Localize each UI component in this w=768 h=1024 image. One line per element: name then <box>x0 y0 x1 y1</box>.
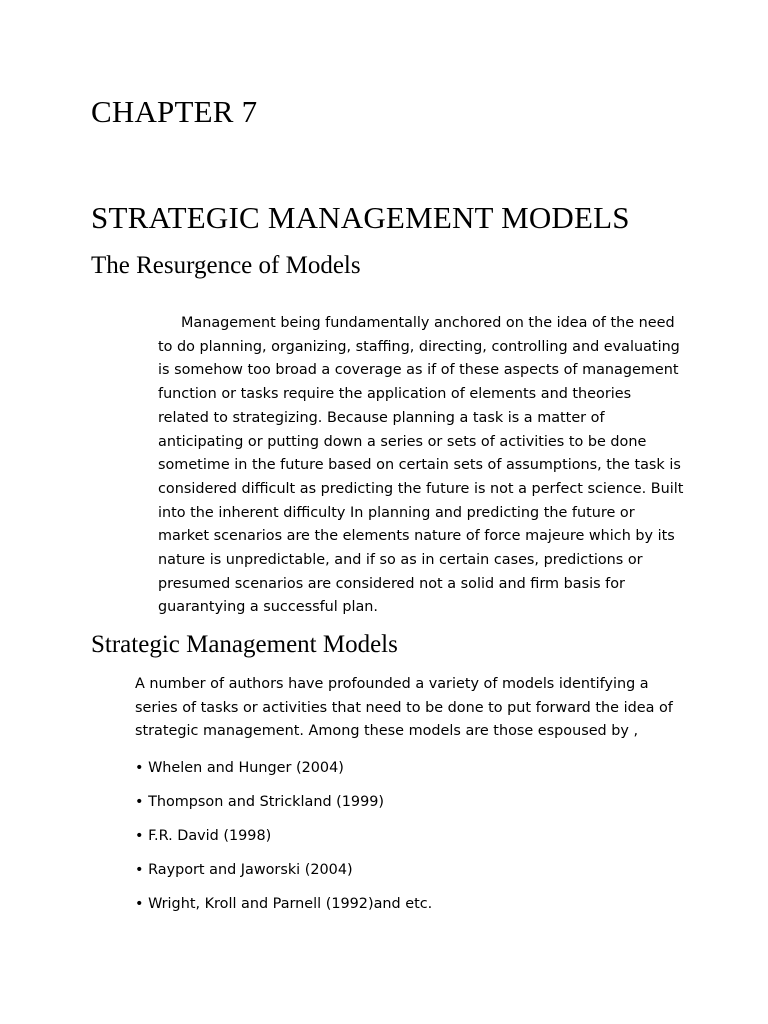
chapter-title: STRATEGIC MANAGEMENT MODELS <box>91 200 630 235</box>
paragraph-line: considered difficult as predicting the future is not a perfect science. Built <box>158 480 684 497</box>
section-heading-resurgence: The Resurgence of Models <box>91 252 361 279</box>
paragraph-line: to do planning, organizing, staffing, directing, controlling and evaluating <box>158 338 680 355</box>
paragraph-line: guarantying a successful plan. <box>158 599 379 616</box>
paragraph-line: function or tasks require the application of elements and theories <box>158 386 632 403</box>
paragraph-line: A number of authors have profounded a variety of models identifying a <box>135 676 649 692</box>
paragraph-line: presumed scenarios are considered not a solid and firm basis for <box>158 575 625 592</box>
chapter-number-heading: CHAPTER 7 <box>91 94 258 129</box>
paragraph-line: sometime in the future based on certain sets of assumptions, the task is <box>158 457 681 474</box>
list-item: • Wright, Kroll and Parnell (1992)and etc. <box>135 896 433 912</box>
paragraph-line: Management being fundamentally anchored on the idea of the need <box>181 315 675 331</box>
paragraph-line: is somehow too broad a coverage as if of these aspects of management <box>158 362 679 379</box>
list-item: • Whelen and Hunger (2004) <box>135 760 344 776</box>
paragraph-line: anticipating or putting down a series or sets of activities to be done <box>158 433 647 450</box>
list-item: • Thompson and Strickland (1999) <box>135 794 385 810</box>
resurgence-paragraph <box>158 312 718 620</box>
paragraph-line: into the inherent difficulty In planning and predicting the future or <box>158 504 635 521</box>
paragraph-line: related to strategizing. Because planning a task is a matter of <box>158 409 605 426</box>
paragraph-line: strategic management. Among these models are those espoused by , <box>135 723 639 740</box>
paragraph-line: series of tasks or activities that need to be done to put forward the idea of <box>135 699 673 716</box>
model-authors-list <box>135 757 432 927</box>
paragraph-line: nature is unpredictable, and if so as in certain cases, predictions or <box>158 552 643 569</box>
section-heading-strategic-models: Strategic Management Models <box>91 631 398 658</box>
strategic-models-paragraph <box>135 673 715 744</box>
list-item: • Rayport and Jaworski (2004) <box>135 862 353 878</box>
list-item: • F.R. David (1998) <box>135 828 272 844</box>
paragraph-line: market scenarios are the elements nature of force majeure which by its <box>158 528 675 545</box>
